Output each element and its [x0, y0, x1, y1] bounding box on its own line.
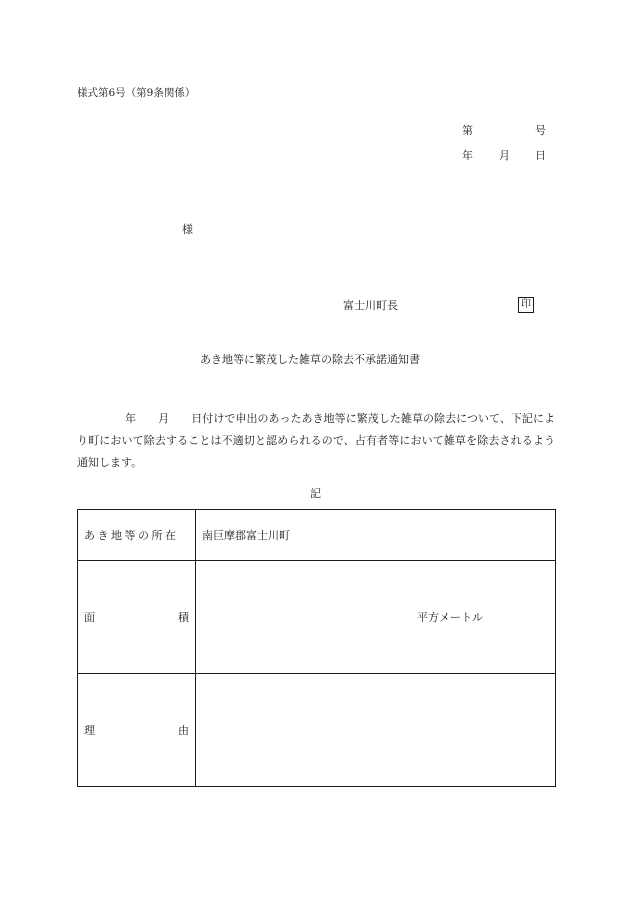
- area-unit: 平方メートル: [417, 611, 483, 624]
- location-label-text: あき地等の所在: [84, 529, 179, 542]
- date-day: 日: [535, 149, 546, 162]
- date-month: 月: [499, 149, 510, 162]
- area-label-cell: [78, 561, 196, 674]
- reason-value-cell: [196, 674, 556, 787]
- doc-number-prefix: 第: [462, 124, 473, 137]
- area-value-cell: [196, 561, 556, 674]
- body-month: 月: [158, 412, 170, 425]
- sender-name: 富士川町長: [343, 299, 398, 312]
- area-label: [84, 609, 189, 625]
- location-value-cell: [196, 510, 556, 561]
- doc-number-suffix: 号: [535, 124, 546, 137]
- area-row: [78, 561, 556, 674]
- location-label-cell: [78, 510, 196, 561]
- area-label-2: 積: [178, 611, 189, 624]
- form-number: 様式第6号（第9条関係）: [77, 87, 196, 99]
- addressee-suffix: 様: [182, 223, 193, 236]
- reason-label-cell: [78, 674, 196, 787]
- location-label: [84, 527, 189, 543]
- reason-row: [78, 674, 556, 787]
- location-value: 南巨摩郡富士川町: [202, 529, 290, 542]
- area-label-1: 面: [84, 611, 95, 624]
- ki-heading: 記: [310, 487, 321, 500]
- body-year: 年: [125, 412, 137, 425]
- body-paragraph: [77, 408, 555, 474]
- location-row: [78, 510, 556, 561]
- reason-label: [84, 722, 189, 738]
- reason-label-2: 由: [178, 724, 189, 737]
- date-year: 年: [462, 149, 473, 162]
- reason-label-1: 理: [84, 724, 95, 737]
- body-text: 日付けで申出のあったあき地等に繁茂した雑草の除去について、下記により町において除去することは不適切と認められるので、占有者等において雑草を除去されるよう通知します。: [77, 412, 556, 469]
- document-title: あき地等に繁茂した雑草の除去不承諾通知書: [200, 353, 420, 366]
- info-table: [77, 509, 556, 787]
- seal-stamp: 印: [518, 297, 534, 313]
